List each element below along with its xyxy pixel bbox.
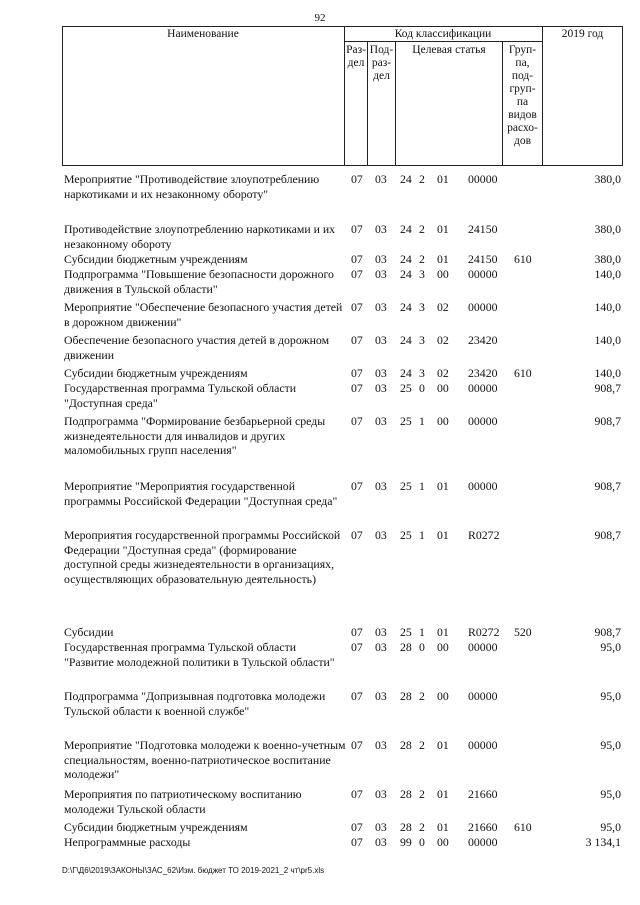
row-name: Субсидии (64, 625, 114, 639)
row-sum: 380,0 (594, 172, 621, 186)
row-sum: 95,0 (600, 820, 621, 834)
row-target-4: 00000 (468, 479, 498, 493)
row-target-2: 3 (419, 366, 425, 380)
file-path-footer: D:\Г\Д6\2019\ЗАКОНЫ\ЗАС_62\Изм. бюджет ТО 2019-2021_2 чт\pr5.xls (62, 866, 325, 875)
page-number: 92 (314, 12, 326, 24)
row-target-3: 01 (437, 479, 449, 493)
row-podrazdel: 03 (375, 414, 387, 428)
row-target-2: 0 (419, 381, 425, 395)
row-target-2: 2 (419, 738, 425, 752)
row-name: Мероприятия государственной программы Российской Федерации "Доступная среда" (формирование доступной среды жизнедеятельности в организациях, осуществляющих образовательную деятельность) (64, 528, 341, 586)
row-target-1: 28 (400, 787, 412, 801)
row-name: Мероприятие "Противодействие злоупотреблению наркотиками и их незаконному обороту" (64, 172, 320, 201)
row-target-2: 2 (419, 689, 425, 703)
row-target-1: 25 (400, 625, 412, 639)
row-name: Государственная программа Тульской области "Развитие молодежной политики в Тульской области" (64, 640, 335, 669)
row-target-3: 01 (437, 820, 449, 834)
row-target-1: 28 (400, 820, 412, 834)
row-target-4: 21660 (468, 820, 498, 834)
row-sum: 95,0 (600, 787, 621, 801)
row-target-2: 1 (419, 479, 425, 493)
row-target-4: 23420 (468, 333, 498, 347)
row-razdel: 07 (351, 366, 363, 380)
row-name: Непрограммные расходы (64, 835, 191, 849)
row-podrazdel: 03 (375, 267, 387, 281)
row-target-3: 02 (437, 366, 449, 380)
row-target-1: 25 (400, 381, 412, 395)
row-razdel: 07 (351, 222, 363, 236)
row-vid: 610 (514, 252, 532, 266)
row-sum: 908,7 (594, 381, 621, 395)
row-target-1: 25 (400, 414, 412, 428)
row-podrazdel: 03 (375, 222, 387, 236)
row-sum: 380,0 (594, 222, 621, 236)
row-name: Подпрограмма "Повышение безопасности дорожного движения в Тульской области" (64, 267, 334, 296)
row-target-1: 24 (400, 222, 412, 236)
row-target-4: 21660 (468, 787, 498, 801)
row-sum: 95,0 (600, 640, 621, 654)
row-target-2: 3 (419, 333, 425, 347)
row-sum: 3 134,1 (585, 835, 621, 849)
row-target-1: 24 (400, 267, 412, 281)
header-razdel: Раз- дел (346, 44, 366, 69)
row-razdel: 07 (351, 689, 363, 703)
row-target-1: 28 (400, 689, 412, 703)
row-target-1: 24 (400, 300, 412, 314)
row-target-3: 01 (437, 738, 449, 752)
row-target-1: 99 (400, 835, 412, 849)
row-target-1: 24 (400, 333, 412, 347)
row-sum: 95,0 (600, 689, 621, 703)
row-sum: 140,0 (594, 333, 621, 347)
row-sum: 908,7 (594, 479, 621, 493)
row-target-4: 00000 (468, 300, 498, 314)
row-target-4: 00000 (468, 414, 498, 428)
row-razdel: 07 (351, 479, 363, 493)
row-razdel: 07 (351, 300, 363, 314)
row-target-3: 00 (437, 835, 449, 849)
header-divider (344, 41, 542, 42)
row-podrazdel: 03 (375, 820, 387, 834)
row-sum: 380,0 (594, 252, 621, 266)
row-sum: 908,7 (594, 414, 621, 428)
row-target-4: 00000 (468, 267, 498, 281)
row-sum: 140,0 (594, 300, 621, 314)
row-target-1: 28 (400, 640, 412, 654)
row-target-4: 23420 (468, 366, 498, 380)
header-code-group: Код классификации (394, 28, 492, 40)
header-divider (395, 41, 396, 166)
row-razdel: 07 (351, 172, 363, 186)
row-vid: 520 (514, 625, 532, 639)
row-target-1: 25 (400, 479, 412, 493)
row-target-4: 00000 (468, 689, 498, 703)
row-target-3: 01 (437, 625, 449, 639)
row-target-2: 0 (419, 835, 425, 849)
row-target-4: 00000 (468, 172, 498, 186)
row-target-4: 00000 (468, 381, 498, 395)
row-target-4: 00000 (468, 640, 498, 654)
row-razdel: 07 (351, 414, 363, 428)
row-razdel: 07 (351, 738, 363, 752)
row-razdel: 07 (351, 252, 363, 266)
table-header (62, 26, 623, 166)
row-podrazdel: 03 (375, 366, 387, 380)
header-year: 2019 год (561, 28, 604, 40)
row-razdel: 07 (351, 381, 363, 395)
row-podrazdel: 03 (375, 333, 387, 347)
row-target-4: 00000 (468, 738, 498, 752)
row-target-1: 25 (400, 528, 412, 542)
row-target-3: 00 (437, 414, 449, 428)
row-target-3: 02 (437, 333, 449, 347)
row-razdel: 07 (351, 835, 363, 849)
row-name: Подпрограмма "Формирование безбарьерной среды жизнедеятельности для инвалидов и других маломобильных групп населения" (64, 414, 326, 457)
row-sum: 140,0 (594, 267, 621, 281)
row-target-4: 00000 (468, 835, 498, 849)
row-target-2: 2 (419, 252, 425, 266)
header-target: Целевая статья (412, 44, 486, 56)
row-sum: 908,7 (594, 625, 621, 639)
row-podrazdel: 03 (375, 479, 387, 493)
row-podrazdel: 03 (375, 689, 387, 703)
row-target-2: 2 (419, 787, 425, 801)
row-target-3: 01 (437, 172, 449, 186)
row-razdel: 07 (351, 333, 363, 347)
row-target-2: 2 (419, 222, 425, 236)
header-name: Наименование (167, 28, 239, 40)
row-target-3: 01 (437, 222, 449, 236)
row-sum: 908,7 (594, 528, 621, 542)
row-name: Мероприятия по патриотическому воспитанию молодежи Тульской области (64, 787, 302, 816)
row-target-4: 24150 (468, 222, 498, 236)
row-razdel: 07 (351, 820, 363, 834)
header-podrazdel: Под- раз- дел (369, 44, 394, 82)
row-target-3: 01 (437, 787, 449, 801)
row-target-2: 2 (419, 172, 425, 186)
row-podrazdel: 03 (375, 625, 387, 639)
row-podrazdel: 03 (375, 835, 387, 849)
row-podrazdel: 03 (375, 787, 387, 801)
row-target-3: 00 (437, 689, 449, 703)
row-target-3: 01 (437, 528, 449, 542)
row-target-2: 2 (419, 820, 425, 834)
header-divider (542, 26, 543, 166)
row-vid: 610 (514, 820, 532, 834)
row-vid: 610 (514, 366, 532, 380)
row-razdel: 07 (351, 640, 363, 654)
row-razdel: 07 (351, 267, 363, 281)
row-sum: 140,0 (594, 366, 621, 380)
row-name: Субсидии бюджетным учреждениям (64, 366, 248, 380)
row-target-4: R0272 (468, 528, 500, 542)
row-name: Мероприятие "Подготовка молодежи к военно-учетным специальностям, военно-патриотическое воспитание молодежи" (64, 738, 346, 781)
row-target-3: 00 (437, 381, 449, 395)
row-target-2: 3 (419, 300, 425, 314)
row-target-2: 1 (419, 528, 425, 542)
row-target-1: 24 (400, 172, 412, 186)
row-target-2: 0 (419, 640, 425, 654)
row-target-1: 24 (400, 366, 412, 380)
row-sum: 95,0 (600, 738, 621, 752)
row-name: Мероприятие "Мероприятия государственной программы Российской Федерации "Доступная среда" (64, 479, 338, 508)
row-name: Субсидии бюджетным учреждениям (64, 252, 248, 266)
row-podrazdel: 03 (375, 738, 387, 752)
row-target-1: 24 (400, 252, 412, 266)
row-target-3: 00 (437, 640, 449, 654)
header-vid: Груп- па, под- груп- па видов расхо- дов (507, 44, 538, 147)
row-podrazdel: 03 (375, 528, 387, 542)
row-name: Обеспечение безопасного участия детей в дорожном движении (64, 333, 330, 362)
row-podrazdel: 03 (375, 640, 387, 654)
row-target-4: R0272 (468, 625, 500, 639)
row-name: Мероприятие "Обеспечение безопасного участия детей в дорожном движении" (64, 300, 343, 329)
row-name: Субсидии бюджетным учреждениям (64, 820, 248, 834)
row-razdel: 07 (351, 528, 363, 542)
row-podrazdel: 03 (375, 252, 387, 266)
row-target-3: 00 (437, 267, 449, 281)
row-target-2: 1 (419, 414, 425, 428)
row-target-4: 24150 (468, 252, 498, 266)
row-target-3: 01 (437, 252, 449, 266)
row-target-2: 1 (419, 625, 425, 639)
row-podrazdel: 03 (375, 300, 387, 314)
row-target-2: 3 (419, 267, 425, 281)
row-target-1: 28 (400, 738, 412, 752)
row-name: Государственная программа Тульской области "Доступная среда" (64, 381, 297, 410)
row-podrazdel: 03 (375, 172, 387, 186)
row-name: Противодействие злоупотреблению наркотиками и их незаконному обороту (64, 222, 336, 251)
row-podrazdel: 03 (375, 381, 387, 395)
row-razdel: 07 (351, 787, 363, 801)
row-name: Подпрограмма "Допризывная подготовка молодежи Тульской области к военной службе" (64, 689, 326, 718)
row-razdel: 07 (351, 625, 363, 639)
row-target-3: 02 (437, 300, 449, 314)
